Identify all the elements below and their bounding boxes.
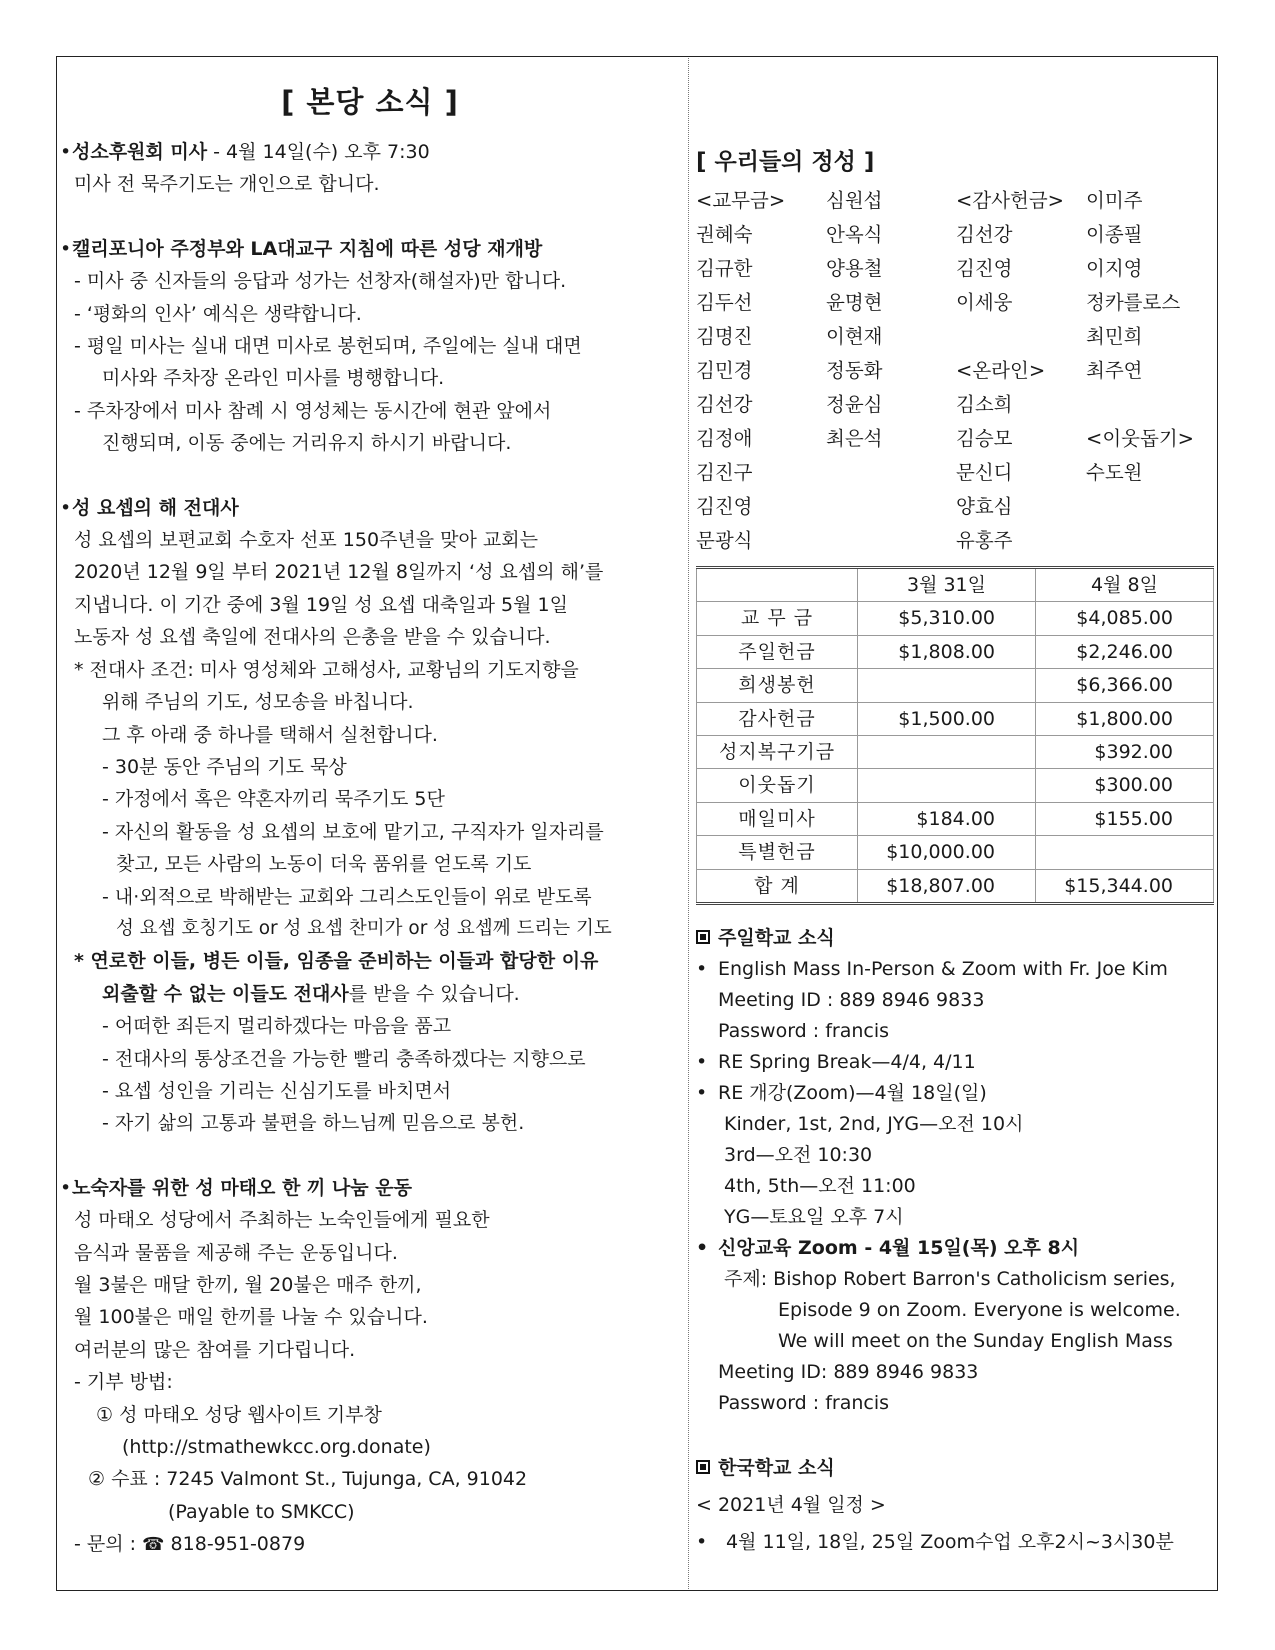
finance-value: $1,500.00 <box>858 702 1036 735</box>
finance-category: 주일헌금 <box>697 635 858 668</box>
contact-phone: 818-951-0879 <box>164 1533 306 1556</box>
joseph-line: 지냅니다. 이 기간 중에 3월 19일 성 요셉 대축일과 5월 1일 <box>74 593 568 616</box>
finance-header: 3월 31일 <box>858 568 1036 602</box>
donor-name: 최민희 <box>1086 325 1143 348</box>
finance-value: $4,085.00 <box>1036 602 1214 635</box>
spacer <box>60 460 680 492</box>
finance-value: $5,310.00 <box>858 602 1036 635</box>
donor-name <box>826 456 956 490</box>
donor-name: 김정애 <box>696 427 753 450</box>
donate-payable: (Payable to SMKCC) <box>168 1500 355 1523</box>
donor-name: 정윤심 <box>826 393 883 416</box>
donor-name: 유홍주 <box>956 529 1013 552</box>
finance-category: 감사헌금 <box>697 702 858 735</box>
phone-icon: ☎ <box>142 1534 165 1556</box>
parish-news-title: [ 본당 소식 ] <box>281 85 459 119</box>
reopen-title: 캘리포니아 주정부와 LA대교구 지침에 따른 성당 재개방 <box>72 237 543 260</box>
offerings-title: [ 우리들의 정성 ] <box>696 149 875 175</box>
reopen-line: 미사와 주차장 온라인 미사를 병행합니다. <box>102 367 445 390</box>
finance-row <box>697 702 1214 735</box>
ss-password: Password : francis <box>718 1392 890 1415</box>
condition-line: 위해 주님의 기도, 성모송을 바칩니다. <box>102 691 414 714</box>
square-bullet-icon <box>696 1460 710 1474</box>
donor-name: 최주연 <box>1086 359 1143 382</box>
ss-item <box>696 954 1216 985</box>
donor-name: 김선강 <box>956 223 1013 246</box>
ss-schedule-line: 4th, 5th—오전 11:00 <box>724 1175 916 1198</box>
donor-name: 김민경 <box>696 359 753 382</box>
ss-item <box>696 1078 1216 1109</box>
finance-header-row <box>697 568 1214 602</box>
ss-faith-title: 신앙교육 Zoom - 4월 15일(목) 오후 8시 <box>718 1237 1080 1260</box>
contact-label: - 문의 : <box>74 1533 143 1556</box>
condition-line: 성 요셉 호칭기도 or 성 요셉 찬미가 or 성 요셉께 드리는 기도 <box>116 917 612 939</box>
finance-row <box>697 635 1214 668</box>
donor-name: 최은석 <box>826 427 883 450</box>
finance-value: $155.00 <box>1036 802 1214 835</box>
ss-re-open: RE 개강(Zoom)—4월 18일(일) <box>718 1082 987 1105</box>
sunday-school-header <box>696 923 1216 954</box>
joseph-title: 성 요셉의 해 전대사 <box>72 496 239 519</box>
ks-item-text: 4월 11일, 18일, 25일 Zoom수업 오후2시~3시30분 <box>726 1531 1174 1554</box>
finance-category: 희생봉헌 <box>697 669 858 702</box>
finance-value: $18,807.00 <box>858 869 1036 903</box>
homeless-line: 월 3불은 매달 한끼, 월 20불은 매주 한끼, <box>74 1274 422 1296</box>
finance-category: 교 무 금 <box>697 602 858 635</box>
donor-name: 문신디 <box>956 461 1013 484</box>
condition-line: * 전대사 조건: 미사 영성체와 고해성사, 교황님의 기도지향을 <box>74 658 579 681</box>
joseph-line: 성 요셉의 보편교회 수호자 선포 150주년을 맞아 교회는 <box>74 529 538 552</box>
reopen-line: 진행되며, 이동 중에는 거리유지 하시기 바랍니다. <box>102 432 512 455</box>
ss-topic-line <box>696 1264 1216 1295</box>
finance-category: 성지복구기금 <box>697 736 858 769</box>
finance-value: $300.00 <box>1036 769 1214 802</box>
mass-title: 성소후원회 미사 <box>72 141 208 163</box>
ks-schedule-title: < 2021년 4월 일정 > <box>696 1494 886 1517</box>
donor-name: 김소희 <box>956 393 1013 416</box>
mass-time: - 4월 14일(수) 오후 7:30 <box>207 141 430 163</box>
joseph-line: 노동자 성 요셉 축일에 전대사의 은총을 받을 수 있습니다. <box>74 626 551 649</box>
finance-value: $1,808.00 <box>858 635 1036 668</box>
finance-header: 4월 8일 <box>1036 568 1214 602</box>
donor-name: 양효심 <box>956 495 1013 518</box>
finance-row <box>697 802 1214 835</box>
finance-row <box>697 769 1214 802</box>
elderly-line: - 자기 삶의 고통과 불편을 하느님께 믿음으로 봉헌. <box>102 1112 525 1135</box>
ss-english-mass: English Mass In-Person & Zoom with Fr. Joe Kim <box>718 958 1168 981</box>
finance-row <box>697 836 1214 869</box>
donor-name: 윤명현 <box>826 291 883 314</box>
condition-line: - 30분 동안 주님의 기도 묵상 <box>102 755 347 778</box>
finance-value <box>1036 836 1214 869</box>
elderly-line: * 연로한 이들, 병든 이들, 임종을 준비하는 이들과 합당한 이유 <box>74 950 599 973</box>
donor-name: 김선강 <box>696 393 753 416</box>
elderly-rest: 를 받을 수 있습니다. <box>348 982 520 1005</box>
ss-meeting-id: Meeting ID : 889 8946 9833 <box>718 989 985 1012</box>
donor-name: 김두선 <box>696 291 753 314</box>
condition-line: 찾고, 모든 사람의 노동이 더욱 품위를 얻도록 기도 <box>116 853 532 876</box>
donor-name <box>1086 490 1216 524</box>
finance-value <box>858 669 1036 702</box>
joseph-item <box>60 492 680 524</box>
homeless-line: 여러분의 많은 참여를 기다립니다. <box>74 1338 356 1361</box>
donor-name: 이미주 <box>1086 189 1143 212</box>
donor-name: 이종필 <box>1086 223 1143 246</box>
ks-item <box>696 1527 1216 1558</box>
condition-line: 그 후 아래 중 하나를 택해서 실천합니다. <box>102 723 438 746</box>
ss-topic-text: Bishop Robert Barron's Catholicism series, <box>773 1268 1176 1291</box>
finance-value <box>858 736 1036 769</box>
homeless-item <box>60 1172 680 1204</box>
square-bullet-icon <box>696 930 710 944</box>
donor-name: 문광식 <box>696 529 753 552</box>
donor-name: 이세웅 <box>956 291 1013 314</box>
left-column <box>60 80 680 1562</box>
donor-name <box>826 490 956 524</box>
donate-label: - 기부 방법: <box>74 1371 173 1394</box>
homeless-line: 음식과 물품을 제공해 주는 운동입니다. <box>74 1241 398 1264</box>
elderly-line: - 전대사의 통상조건을 가능한 빨리 충족하겠다는 지향으로 <box>102 1047 586 1070</box>
korean-school-header <box>696 1453 1216 1484</box>
ss-topic-label: 주제: <box>724 1268 774 1291</box>
donor-name: 권혜숙 <box>696 223 753 246</box>
bullet-icon: • <box>696 1237 709 1260</box>
donor-name <box>826 524 956 558</box>
homeless-line: 성 마태오 성당에서 주최하는 노숙인들에게 필요한 <box>74 1209 490 1232</box>
bullet-icon: • <box>696 1531 708 1554</box>
donor-name: 양용철 <box>826 257 883 280</box>
elderly-line <box>60 978 680 1010</box>
donor-name: 안옥식 <box>826 223 883 246</box>
ss-schedule-line: Kinder, 1st, 2nd, JYG—오전 10시 <box>724 1113 1024 1136</box>
finance-row <box>697 602 1214 635</box>
bullet-icon: • <box>696 958 708 981</box>
finance-value: $15,344.00 <box>1036 869 1214 903</box>
donor-name: 정카를로스 <box>1086 291 1181 314</box>
sunday-school-title: 주일학교 소식 <box>718 927 835 950</box>
reopen-line: - 주차장에서 미사 참례 시 영성체는 동시간에 현관 앞에서 <box>74 399 552 422</box>
donor-name: <온라인> <box>956 359 1046 382</box>
ss-topic-line: Episode 9 on Zoom. Everyone is welcome. <box>778 1299 1181 1322</box>
mass-item <box>60 136 680 168</box>
condition-line: - 내·외적으로 박해받는 교회와 그리스도인들이 위로 받도록 <box>102 885 592 908</box>
ss-schedule-line: 3rd—오전 10:30 <box>724 1144 873 1167</box>
homeless-title: 노숙자를 위한 성 마태오 한 끼 나눔 운동 <box>72 1176 412 1199</box>
bullet-icon: • <box>60 1176 72 1199</box>
column-divider <box>688 58 689 1589</box>
ss-schedule-line: YG—토요일 오후 7시 <box>724 1206 904 1229</box>
reopen-item <box>60 233 680 265</box>
ss-meeting-id: Meeting ID: 889 8946 9833 <box>718 1361 979 1384</box>
contact-line <box>60 1528 680 1561</box>
donate-check: ② 수표 : 7245 Valmont St., Tujunga, CA, 91042 <box>88 1468 528 1491</box>
finance-value: $1,800.00 <box>1036 702 1214 735</box>
mass-note: 미사 전 묵주기도는 개인으로 합니다. <box>74 173 380 196</box>
spacer <box>60 1140 680 1172</box>
finance-value <box>858 769 1036 802</box>
reopen-line: - 평일 미사는 실내 대면 미사로 봉헌되며, 주일에는 실내 대면 <box>74 335 582 358</box>
spacer <box>60 201 680 233</box>
donate-website-url[interactable]: (http://stmathewkcc.org.donate) <box>122 1436 431 1459</box>
finance-value: $2,246.00 <box>1036 635 1214 668</box>
homeless-line: 월 100불은 매일 한끼를 나눌 수 있습니다. <box>74 1306 428 1329</box>
right-column <box>696 144 1216 1558</box>
condition-line: - 자신의 활동을 성 요셉의 보호에 맡기고, 구직자가 일자리를 <box>102 820 604 843</box>
elderly-line: - 요셉 성인을 기리는 신심기도를 바치면서 <box>102 1079 452 1102</box>
ss-spring-break: RE Spring Break—4/4, 4/11 <box>718 1051 976 1074</box>
finance-category: 합 계 <box>697 869 858 903</box>
donor-name <box>1086 388 1216 422</box>
donor-name: 김승모 <box>956 427 1013 450</box>
donor-name: 김진영 <box>696 495 753 518</box>
bullet-icon: • <box>696 1051 708 1074</box>
finance-value: $6,366.00 <box>1036 669 1214 702</box>
ss-item <box>696 1047 1216 1078</box>
ss-item <box>696 1233 1216 1264</box>
finance-table <box>696 566 1214 905</box>
donor-name: 김명진 <box>696 325 753 348</box>
finance-category: 이웃돕기 <box>697 769 858 802</box>
donor-name: 정동화 <box>826 359 883 382</box>
condition-line: - 가정에서 혹은 약혼자끼리 묵주기도 5단 <box>102 788 445 811</box>
ss-topic-line: We will meet on the Sunday English Mass <box>778 1330 1173 1353</box>
finance-category: 특별헌금 <box>697 836 858 869</box>
donor-name: 이지영 <box>1086 257 1143 280</box>
ss-password: Password : francis <box>718 1020 890 1043</box>
finance-row <box>697 669 1214 702</box>
donor-name: <교무금> <box>696 189 786 212</box>
finance-value: $184.00 <box>858 802 1036 835</box>
donor-name <box>1086 524 1216 558</box>
finance-row <box>697 736 1214 769</box>
reopen-line: - 미사 중 신자들의 응답과 성가는 선창자(해설자)만 합니다. <box>74 270 567 293</box>
donor-name: 이현재 <box>826 325 883 348</box>
donor-name: 김진구 <box>696 461 753 484</box>
bullet-icon: • <box>696 1082 708 1105</box>
finance-header <box>697 568 858 602</box>
donor-name <box>956 320 1086 354</box>
finance-value: $10,000.00 <box>858 836 1036 869</box>
korean-school-title: 한국학교 소식 <box>718 1457 835 1480</box>
reopen-line: - ‘평화의 인사’ 예식은 생략합니다. <box>74 302 362 325</box>
donate-website: ① 성 마태오 성당 웹사이트 기부창 <box>96 1403 382 1426</box>
bullet-icon: • <box>60 496 72 519</box>
bullet-icon: • <box>60 237 72 260</box>
bullet-icon: • <box>60 141 72 163</box>
donor-name: <이웃돕기> <box>1086 427 1195 450</box>
elderly-line: - 어떠한 죄든지 멀리하겠다는 마음을 품고 <box>102 1015 452 1038</box>
donor-name: 김진영 <box>956 257 1013 280</box>
donor-name: 심원섭 <box>826 189 883 212</box>
finance-total-row <box>697 869 1214 903</box>
elderly-bold: 외출할 수 없는 이들도 전대사 <box>102 982 349 1005</box>
finance-category: 매일미사 <box>697 802 858 835</box>
finance-value: $392.00 <box>1036 736 1214 769</box>
donor-name: 수도원 <box>1086 461 1143 484</box>
donor-name: 김규한 <box>696 257 753 280</box>
joseph-line: 2020년 12월 9일 부터 2021년 12월 8일까지 ‘성 요셉의 해’를 <box>74 561 604 584</box>
donor-name: <감사헌금> <box>956 189 1065 212</box>
donor-list <box>696 184 1216 558</box>
